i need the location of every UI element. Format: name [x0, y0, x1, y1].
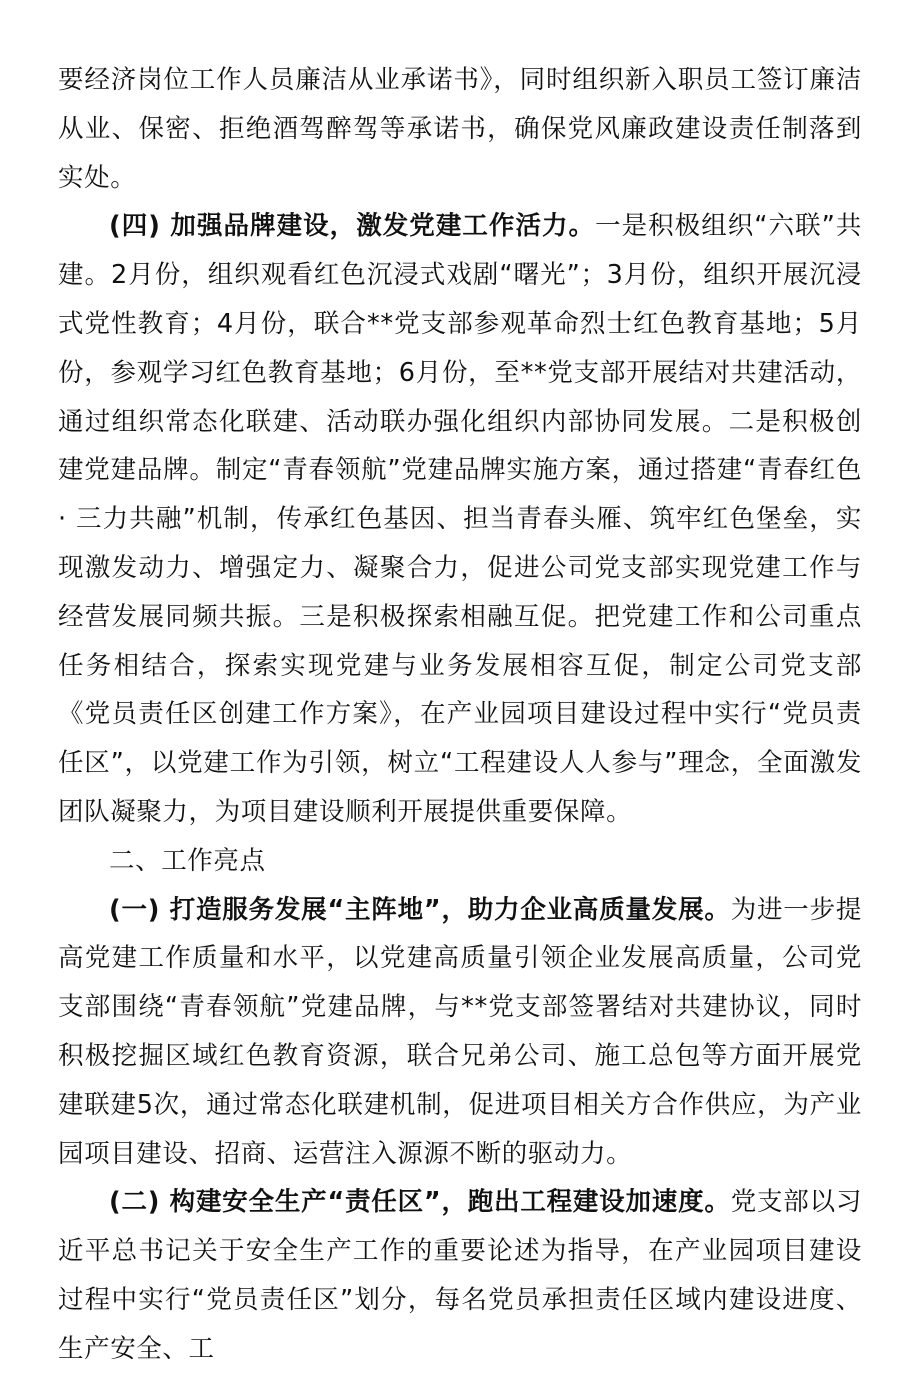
paragraph-lead: (二) 构建安全生产“责任区”，跑出工程建设加速度。	[109, 1187, 731, 1218]
paragraph-safety-responsibility	[58, 1178, 862, 1373]
paragraph-lead: (四) 加强品牌建设，激发党建工作活力。	[109, 211, 596, 242]
paragraph-continuation: 要经济岗位工作人员廉洁从业承诺书》，同时组织新入职员工签订廉洁从业、保密、拒绝酒驾醉驾等承诺书，确保党风廉政建设责任制落到实处。	[58, 65, 862, 193]
paragraph-body: 党支部以习近平总书记关于安全生产工作的重要论述为指导，在产业园项目建设过程中实行“党员责任区”划分，每名党员承担责任区域内建设进度、生产安全、工	[58, 1187, 862, 1364]
paragraph-body: 一是积极组织“六联”共建。2月份，组织观看红色沉浸式戏剧“曙光”；3月份，组织开展沉浸式党性教育；4月份，联合**党支部参观革命烈士红色教育基地；5月份，参观学习红色教育基地；6月份，至**党支部开展结对共建活动，通过组织常态化联建、活动联办强化组织内部协同发展。二是积极创建党建品牌。制定“青春领航”党建品牌实施方案，通过搭建“青春红色 · 三力共融”机制，传承红色基因、担当青春头雁、筑牢红色堡垒，实现激发动力、增强定力、凝聚合力，促进公司党支部实现党建工作与经营发展同频共振。三是积极探索相融互促。把党建工作和公司重点任务相结合，探索实现党建与业务发展相容互促，制定公司党支部《党员责任区创建工作方案》，在产业园项目建设过程中实行“党员责任区”，以党建工作为引领，树立“工程建设人人参与”理念，全面激发团队凝聚力，为项目建设顺利开展提供重要保障。	[58, 211, 862, 827]
paragraph-body: 为进一步提高党建工作质量和水平，以党建高质量引领企业发展高质量，公司党支部围绕“青春领航”党建品牌，与**党支部签署结对共建协议，同时积极挖掘区域红色教育资源，联合兄弟公司、施工总包等方面开展党建联建5次，通过常态化联建机制，促进项目相关方合作供应，为产业园项目建设、招商、运营注入源源不断的驱动力。	[58, 894, 862, 1169]
section-heading: 二、工作亮点	[109, 845, 266, 876]
paragraph-service-development	[58, 886, 862, 1179]
paragraph-brand-building	[58, 202, 862, 836]
paragraph-lead: (一) 打造服务发展“主阵地”，助力企业高质量发展。	[109, 894, 731, 925]
